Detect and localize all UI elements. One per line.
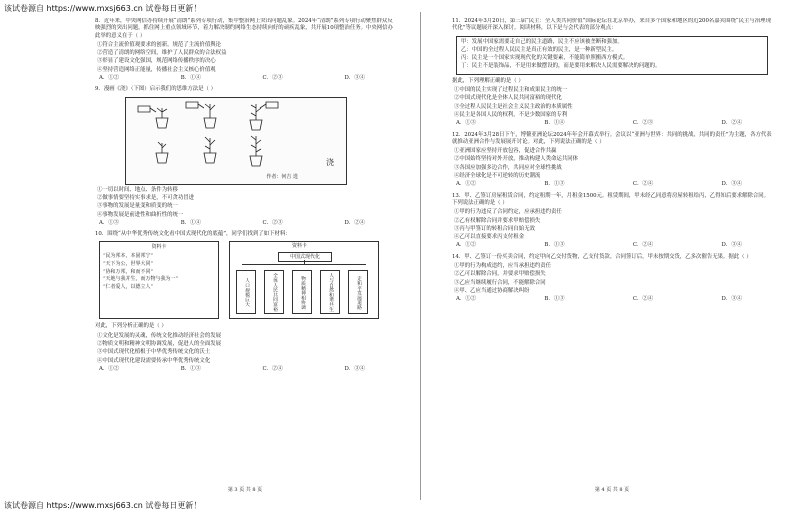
page-number-left: 第 3 页 共 8 页 — [227, 487, 263, 494]
q10-option-2: ②物质文明和精神文明协调发展，促进人的全面发展 — [97, 341, 221, 348]
structure-branch: 走和平发展道路 — [348, 270, 368, 314]
material-line: “民为邦本，本固邦宁” — [103, 253, 154, 260]
q12-choice-a[interactable]: A．①② — [456, 181, 477, 188]
question-11-stem: 11．2024年3月20日，第三届“民主：全人类共同价值”国际论坛在北京举办，来自多个国家和地区的近200名嘉宾围绕“民主与治理现代化”等议题展开深入探讨。阅读材料，以下是与会代表的部分观点： — [452, 18, 771, 32]
q11-option-1: ①中国的民主实现了过程民主和成果民主的统一 — [454, 87, 568, 94]
material-line: “天下为公，世界大同” — [103, 260, 154, 267]
q10-option-3: ③中国式现代化植根于中华优秀传统文化的沃土 — [97, 349, 211, 356]
comic-title: 浇 — [326, 157, 334, 167]
right-page — [452, 18, 772, 498]
comic-illustration — [125, 97, 347, 185]
q11-quote: 乙：中国的全过程人民民主是真正有效的民主，是一种新型民主。 — [461, 46, 618, 53]
q10-materials — [99, 241, 395, 319]
q12-option-1: ①亚洲国家应坚持开放包容，促进合作共赢 — [454, 148, 557, 155]
structure-branch: 人与自然和谐共生 — [320, 270, 340, 314]
page-divider — [420, 12, 421, 500]
q10-choice-a[interactable]: A．①② — [99, 365, 120, 372]
q11-choice-c[interactable]: C．②③ — [632, 120, 654, 127]
structure-chart — [229, 241, 379, 319]
q8-option-3: ③彰显了建设文化强国，规范网络传播秩序的决心 — [97, 58, 216, 65]
material-line: “仁者爱人，以德立人” — [103, 284, 154, 291]
q8-choices — [99, 75, 395, 82]
material-line: “天地与我并生，而万物与我为一” — [103, 276, 179, 283]
q11-question: 据此，下列理解正确的是（ ） — [452, 77, 524, 84]
q11-quote-box — [456, 36, 768, 75]
q8-choice-d[interactable]: D．③④ — [344, 75, 365, 82]
material-card-title: 资料卡 — [151, 244, 167, 251]
q13-option-4: ④乙可以直接要求丙支付租金 — [454, 234, 525, 241]
q11-choice-b[interactable]: B．①④ — [544, 120, 565, 127]
q10-choice-d[interactable]: D．③④ — [344, 365, 365, 372]
left-page — [95, 18, 395, 498]
q14-option-3: ③乙应当继续履行合同，不能解除合同 — [454, 279, 546, 286]
q14-choice-b[interactable]: B．①③ — [544, 296, 565, 303]
q9-option-3: ③事物的发展是量变和质变的统一 — [97, 203, 178, 210]
question-10-stem: 10．围绕“从中华优秀传统文化看中国式现代化的底蕴”，同学们找到了如下材料： — [95, 231, 291, 238]
q13-option-2: ②乙有权解除合同并要求甲赔偿损失 — [454, 217, 541, 224]
q8-option-2: ②营造了清朗的网络空间，维护了人民群众的合法权益 — [97, 50, 227, 57]
question-14-stem: 14．甲、乙签订一份买卖合同，约定甲向乙交付货物，乙支付货款。合同签订后，甲未按期交货，乙多次催告无果。据此（ ） — [452, 253, 752, 260]
q13-choice-b[interactable]: B．①③ — [544, 242, 565, 249]
question-9-stem: 9．漫画《浇》（下图）启示我们的思维方法是（ ） — [95, 86, 217, 93]
q12-option-3: ③各国应加强多边合作，共同应对全球性挑战 — [454, 164, 562, 171]
q12-choice-b[interactable]: B．①③ — [544, 181, 565, 188]
q9-option-2: ②做事情要坚持实事求是，不可贪功冒进 — [97, 194, 195, 201]
source-banner-top: 该试卷源自 https://www.mxsj663.cn 试卷每日更新！ — [4, 4, 202, 13]
q14-choices — [456, 296, 772, 303]
q8-option-4: ④坚持营造网络正能量，传播社会主义核心价值观 — [97, 66, 216, 73]
q9-choices — [99, 220, 395, 227]
comic-drawing — [126, 98, 346, 184]
q11-choice-a[interactable]: A．①③ — [456, 120, 477, 127]
q12-choice-c[interactable]: C．②④ — [632, 181, 654, 188]
q13-choices — [456, 242, 772, 249]
connector-line — [242, 264, 366, 265]
source-banner-bottom: 该试卷源自 https://www.mxsj663.cn 试卷每日更新！ — [4, 501, 202, 510]
q8-choice-c[interactable]: C．②③ — [262, 75, 283, 82]
q12-choices — [456, 181, 772, 188]
q12-option-4: ④经济全球化是不可逆转的历史潮流 — [454, 173, 541, 180]
q8-choice-a[interactable]: A．①② — [99, 75, 120, 82]
q10-option-1: ①文化是发展的灵魂，传统文化推动经济社会的发展 — [97, 332, 221, 339]
q9-choice-b[interactable]: B．①④ — [180, 219, 201, 226]
q10-choice-c[interactable]: C．②④ — [262, 365, 283, 372]
q11-choices — [456, 120, 772, 127]
structure-chart-title: 资料卡 — [292, 243, 308, 250]
q11-quote: 丙：民主是一个国家实现现代化的关键要素，不能简单照搬西方模式。 — [461, 55, 629, 62]
q13-choice-a[interactable]: A．①② — [456, 242, 477, 249]
q8-choice-b[interactable]: B．①④ — [180, 75, 201, 82]
q14-option-1: ①甲的行为构成违约，应当承担违约责任 — [454, 263, 552, 270]
question-13-stem: 13．甲、乙签订房屋租赁合同，约定租期一年，月租金1500元。租赁期间，甲未经乙同意将房屋转租给丙，乙得知后要求解除合同。下列说法正确的是（ ） — [452, 192, 770, 206]
q9-option-1: ①一切以时间、地点、条件为转移 — [97, 186, 178, 193]
q11-option-3: ③全过程人民民主是社会主义民主政治的本质属性 — [454, 103, 573, 110]
question-12-stem: 12．2024年3月28日下午，博鳌亚洲论坛2024年年会开幕式举行。会议以“亚洲与世界：共同的挑战，共同的责任”为主题，各方代表就推动亚洲合作与发展展开讨论。对此，下列说法正确的是（ ） — [452, 131, 772, 145]
q12-option-2: ②中国始终坚持对外开放，推动构建人类命运共同体 — [454, 156, 578, 163]
q11-choice-d[interactable]: D．②④ — [721, 120, 742, 127]
material-card — [99, 241, 219, 319]
structure-branch: 全体人民共同富裕 — [264, 270, 284, 314]
q11-option-2: ②中国式现代化是全体人民共同富裕的现代化 — [454, 95, 562, 102]
q14-option-2: ②乙可以解除合同，并要求甲赔偿损失 — [454, 271, 546, 278]
q12-choice-d[interactable]: D．③④ — [721, 181, 742, 188]
q11-quote: 丁：民主不是装饰品，不是用来做摆设的，而是要用来解决人民需要解决的问题的。 — [461, 63, 661, 70]
q14-choice-d[interactable]: D．③④ — [721, 296, 742, 303]
q10-choices — [99, 366, 395, 373]
q9-option-4: ④事物发展是前进性和曲折性的统一 — [97, 211, 184, 218]
q8-option-1: ①符合主流价值观要求的创新，规范了主流价值舆论 — [97, 41, 221, 48]
structure-chart-root: 中国式现代化 — [278, 252, 332, 262]
q14-choice-a[interactable]: A．①② — [456, 296, 477, 303]
page-number-right: 第 4 页 共 8 页 — [594, 487, 630, 494]
structure-branch: 人口规模巨大 — [236, 270, 256, 314]
q11-option-4: ④民主是各国人民的权利，不是少数国家的专利 — [454, 111, 568, 118]
q13-option-1: ①甲的行为违反了合同约定，应承担违约责任 — [454, 209, 562, 216]
q10-choice-b[interactable]: B．①③ — [180, 365, 201, 372]
question-8-stem: 8．近年来，中央网信办持续开展“清朗”系列专项行动，集中整治网上突出问题乱象。2024年“清朗”系列专项行动聚焦群众反映强烈的突出问题，抓住网上重点领域环节，着力解决制约网络生态持续向好的顽疾乱象，共开展10项整治任务。中央网信办此举的意义在于（ ） — [95, 18, 393, 39]
q10-option-4: ④中国式现代化建设需要传承中华优秀传统文化 — [97, 357, 211, 364]
q14-choice-c[interactable]: C．②④ — [632, 296, 654, 303]
q11-quote: 甲：发展中国家需要走自己的民主道路，民主不应该被垄断和强加。 — [461, 38, 623, 45]
q13-choice-c[interactable]: C．②④ — [632, 242, 654, 249]
q9-choice-d[interactable]: D．②④ — [344, 219, 365, 226]
q9-choice-a[interactable]: A．①③ — [99, 219, 120, 226]
structure-branch: 物质精神相协调 — [292, 270, 312, 314]
material-line: “协和万邦，和而不同” — [103, 268, 154, 275]
q13-choice-d[interactable]: D．③④ — [721, 242, 742, 249]
q13-option-3: ③丙与甲签订的转租合同自始无效 — [454, 225, 535, 232]
q10-question: 对此，下列分析正确的是（ ） — [95, 323, 167, 330]
comic-caption: 作者：何吉 选 — [266, 173, 298, 180]
q14-option-4: ④甲、乙应当通过协商解决纠纷 — [454, 287, 530, 294]
q9-choice-c[interactable]: C．②③ — [262, 219, 283, 226]
